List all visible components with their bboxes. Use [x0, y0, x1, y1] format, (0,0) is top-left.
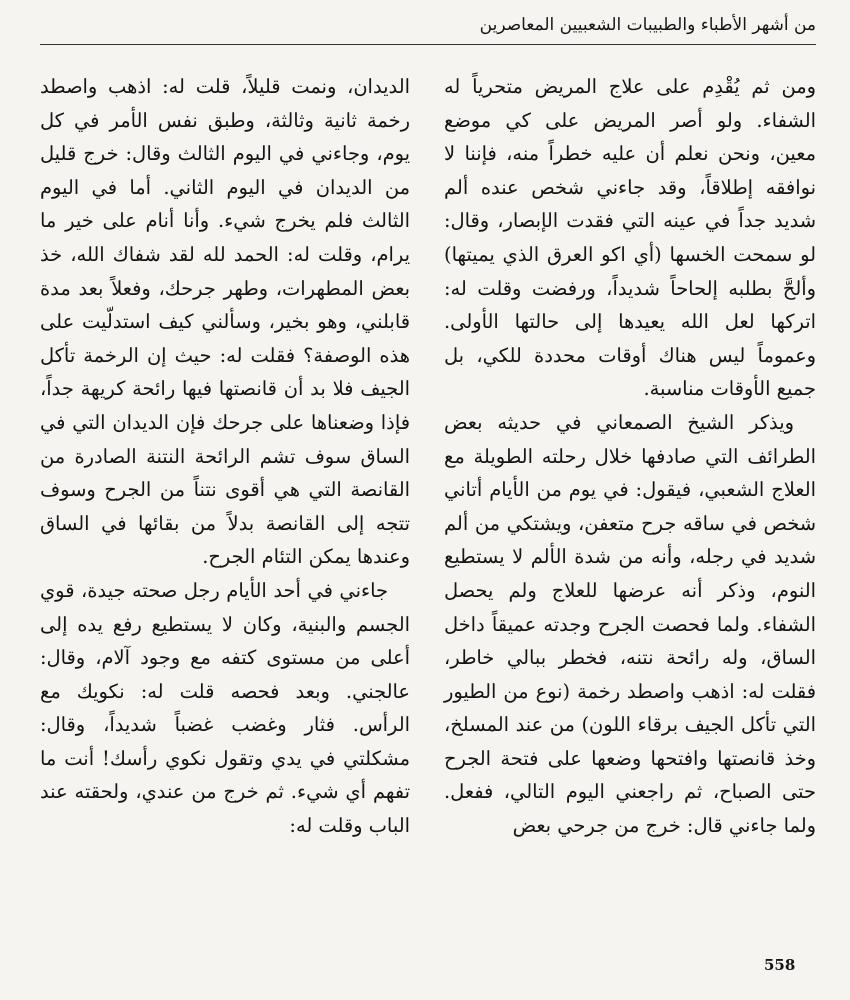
- page-number: 558: [764, 956, 796, 974]
- right-column: [444, 70, 816, 843]
- running-head: من أشهر الأطباء والطبيبات الشعبيين المعاصرين: [479, 15, 816, 35]
- header-rule: [40, 44, 816, 45]
- right-paragraph-2: ويذكر الشيخ الصمعاني في حديثه بعض الطرائف التي صادفها خلال رحلته الطويلة مع العلاج الشعبي، فيقول: في يوم من الأيام أتاني شخص في ساقه جرح متعفن، ويشتكي من ألم شديد في رجله، وأنه من شدة الألم لا يستطيع النوم، وذكر أنه عرضها للعلاج ولم يحصل الشفاء. ولما فحصت الجرح وجدته عميقاً داخل الساق، وله رائحة نتنه، فخطر ببالي خاطر، فقلت له: اذهب واصطد رخمة (نوع من الطيور التي تأكل الجيف برقاء اللون) من عند المسلخ، وخذ قانصتها وافتحها وضعها على فتحة الجرح حتى الصباح، ثم راجعني اليوم التالي، ففعل. ولما جاءني قال: خرج من جرحي بعض: [444, 410, 816, 838]
- left-paragraph-2: جاءني في أحد الأيام رجل صحته جيدة، قوي الجسم والبنية، وكان لا يستطيع رفع يده إلى أعلى من مستوى كتفه مع وجود آلام، وقال: عالجني. وبعد فحصه قلت له: نكويك مع الرأس. فثار وغضب غضباً شديداً، وقال: مشكلتي في يدي وتقول نكوي رأسك! أنت ما تفهم أي شيء. ثم خرج من عندي، ولحقته عند الباب وقلت له:: [40, 578, 410, 838]
- left-column: [40, 70, 410, 843]
- right-paragraph-1: ومن ثم يُقْدِم على علاج المريض متحرياً له الشفاء. ولو أصر المريض على كي موضع معين، ونحن نعلم أن عليه خطراً منه، فإننا لا نوافقه إطلاقاً، وقد جاءني شخص عنده ألم شديد جداً في عينه التي فقدت الإبصار، وقال: لو سمحت الخسها (أي اكو العرق الذي يميتها) وألحَّ بطلبه إلحاحاً شديداً، ورفضت وقلت له: اتركها لعل الله يعيدها إلى حالتها الأولى. وعموماً ليس هناك أوقات محددة للكي، بل جميع الأوقات مناسبة.: [444, 75, 816, 401]
- left-paragraph-1: الديدان، ونمت قليلاً، قلت له: اذهب واصطد رخمة ثانية وثالثة، وطبق نفس الأمر في كل يوم، وجاءني في اليوم الثالث وقال: خرج قليل من الديدان في اليوم الثاني. أما في اليوم الثالث فلم يخرج شيء. وأنا أنام على خير ما يرام، وقلت له: الحمد لله لقد شفاك الله، خذ بعض المطهرات، وطهر جرحك، وفعلاً بعد مدة قابلني، وهو بخير، وسألني كيف استدلّيت على هذه الوصفة؟ فقلت له: حيث إن الرخمة تأكل الجيف فلا بد أن قانصتها فيها رائحة كريهة جداً، فإذا وضعناها على جرحك فإن الديدان التي في الساق سوف تشم الرائحة النتنة الصادرة من القانصة التي هي أقوى نتناً من الجرح وسوف تتجه إلى القانصة بدلاً من بقائها في الساق وعندها يمكن التئام الجرح.: [40, 75, 410, 569]
